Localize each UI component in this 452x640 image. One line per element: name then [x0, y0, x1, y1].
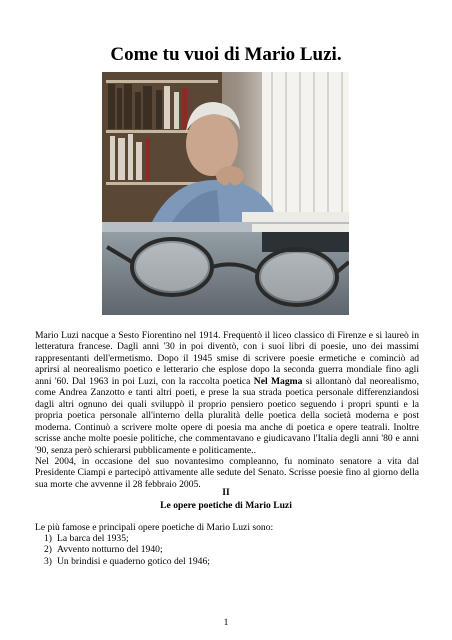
list-item-number: 3)	[44, 555, 52, 567]
list-item-number: 2)	[44, 544, 52, 556]
list-item-text: Un brindisi e quaderno gotico del 1946;	[57, 555, 210, 567]
list-item	[44, 533, 414, 544]
works-list	[44, 533, 414, 567]
section-number: II	[222, 487, 230, 498]
biography-text-part: Mario Luzi nacque a Sesto Fiorentino nel 1914. Frequentò il liceo classico di Firenze e si laureò in letteratura francese. Dagli anni '30 in poi diventò, con i suoi libri di poesie, uno dei massimi rappresentanti dell'ermetismo. Dopo il 1945 smise di scrivere poesie ermetiche e cominciò ad aprirsi al neorealismo poetico e letterario che esplose dopo la seconda guerra mondiale fino agli anni '60. Dal 1963 in poi Luzi, con la raccolta poetica	[35, 330, 419, 387]
biography-paragraph	[35, 330, 419, 456]
section-title: Le opere poetiche di Mario Luzi	[160, 500, 292, 511]
works-intro: Le più famose e principali opere poetiche di Mario Luzi sono:	[35, 522, 274, 533]
book-title-emphasis: Nel Magma	[253, 375, 303, 387]
biography-text-part: si allontanò dal neorealismo, come Andrea Zanzotto e tanti altri poeti, e prese la sua strada poetica personale differenziandosi dagli altri ognuno dei quali sviluppò il proprio pensiero poetico seguendo i propri spunti e la propria poetica personale all'interno della pluralità delle poetica della società moderna e post moderna. Continuò a scrivere molte opere di poesia ma anche di poetica e opere teatrali. Inoltre scrisse anche molte poesie politiche, che commentavano e giudicavano l'Italia degli anni '80 e anni '90, senza però schierarsi pubblicamente e politicamente..	[35, 375, 419, 456]
list-item	[44, 556, 414, 567]
biography-paragraph-2: Nel 2004, in occasione del suo novantesimo compleanno, fu nominato senatore a vita dal Presidente Ciampi e partecipò attivamente alle sedute del Senato. Scrisse poesie fino al giorno della sua morte che avvenne il 28 febbraio 2005.	[35, 455, 419, 490]
list-item-number: 1)	[44, 533, 52, 544]
biography-text	[35, 330, 419, 490]
list-item-text: La barca del 1935;	[57, 533, 129, 544]
portrait-photo	[102, 72, 349, 315]
page-number: 1	[223, 617, 229, 628]
list-item	[44, 544, 414, 555]
list-item-text: Avvento notturno del 1940;	[57, 544, 163, 556]
document-title: Come tu vuoi di Mario Luzi.	[110, 44, 342, 65]
